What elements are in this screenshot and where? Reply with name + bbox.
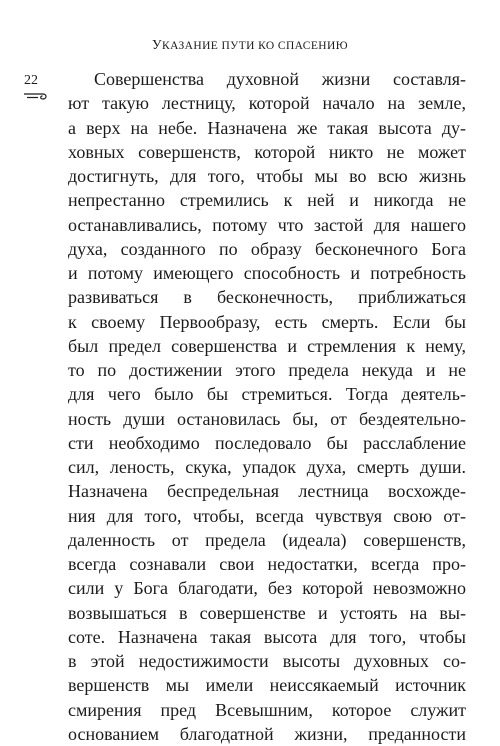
page-number: 22 <box>24 73 38 88</box>
text-line: сили у Бога благодати, без которой невозможно <box>68 578 466 599</box>
page-ornament-icon <box>23 91 49 101</box>
text-line: основанием благодатной жизни, преданности <box>68 723 466 744</box>
body-text <box>68 67 466 746</box>
text-line: достигнуть, для того, чтобы мы во всю жизнь <box>68 166 466 186</box>
running-head: УКАЗАНИЕ ПУТИ КО СПАСЕНИЮ <box>152 37 348 52</box>
text-line: сил, леность, скука, упадок духа, смерть души. <box>68 457 466 477</box>
text-line: был предел совершенства и стремления к нему, <box>68 335 466 356</box>
text-line: соте. Назначена такая высота для того, чтобы <box>68 626 466 647</box>
text-line: Совершенства духовной жизни составля- <box>94 69 466 89</box>
text-line: вершенств мы имели неиссякаемый источник <box>68 675 466 696</box>
text-line: непрестанно стремились к ней и никогда не <box>68 190 466 211</box>
text-line: в этой недостижимости высоты духовных со- <box>68 651 466 671</box>
text-line: останавливались, потому что застой для нашего <box>68 214 466 235</box>
text-line: ховных совершенств, которой никто не может <box>68 141 466 162</box>
text-line: ния для того, чтобы, всегда чувствуя свою от- <box>68 505 466 526</box>
text-line: ют такую лестницу, которой начало на земле, <box>68 93 466 114</box>
text-line: сти необходимо последовало бы расслабление <box>68 432 466 453</box>
text-line: и потому имеющего способность и потребность <box>68 263 466 283</box>
text-line: всегда сознавали свои недостатки, всегда про- <box>68 554 466 574</box>
text-line: развиваться в бесконечность, приближаться <box>68 287 466 308</box>
text-line: смирения пред Всевышним, которое служит <box>68 699 466 720</box>
text-line: то по достижении этого предела некуда и не <box>68 360 466 380</box>
text-line: даленность от предела (идеала) совершенств, <box>68 529 466 550</box>
text-line: Назначена беспредельная лестница восхожде- <box>68 481 466 502</box>
text-line: ность души остановилась бы, от бездеятельно- <box>68 408 466 429</box>
text-line: возвышаться в совершенстве и устоять на вы- <box>68 602 466 623</box>
text-line: к своему Первообразу, есть смерть. Если бы <box>68 311 466 332</box>
text-line: для чего было бы стремиться. Тогда деятель- <box>68 384 466 405</box>
text-line: а верх на небе. Назначена же такая высота ду- <box>68 117 466 138</box>
text-line: духа, созданного по образу бесконечного Бога <box>68 238 466 259</box>
